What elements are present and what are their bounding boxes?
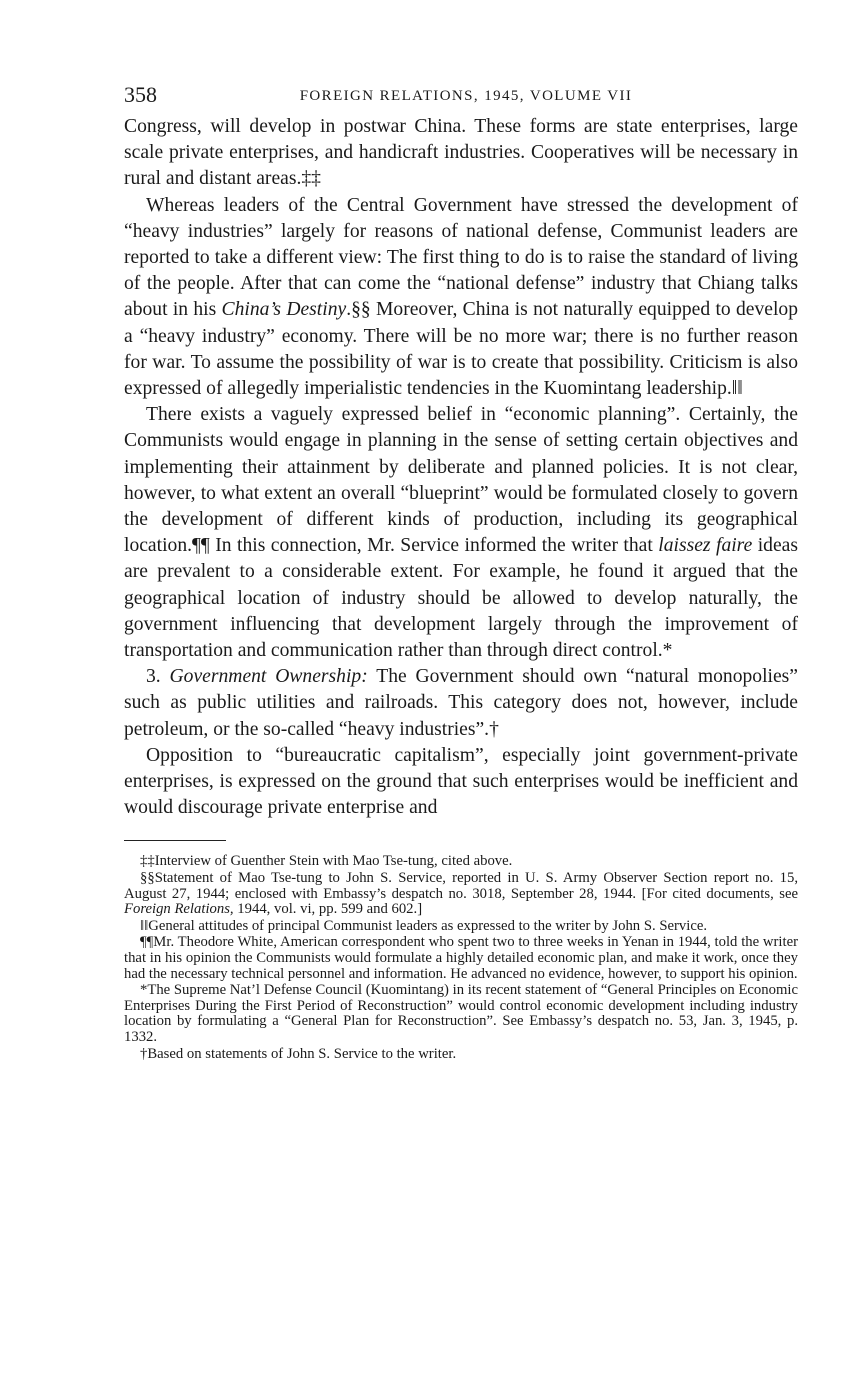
paragraph-2-text-b: .§§ Moreover, China is not naturally equipped to develop a “heavy industry” economy. There will be no more war; there is no further reason for war. To assume the possibility of war is to create that possibility. Criticism is also expressed of allegedly imperialistic tendencies in the Kuomintang leadership.‖‖ <box>124 299 798 400</box>
page-number: 358 <box>124 82 157 107</box>
footnotes <box>124 854 798 1062</box>
paragraph-4-number: 3. <box>146 666 170 688</box>
footnote-section-sign-text-a: §§Statement of Mao Tse-tung to John S. Service, reported in U. S. Army Observer Section report no. 15, August 27, 1944; enclosed with Embassy’s despatch no. 3018, September 28, 1944. [For cited documents, see <box>124 870 798 902</box>
footnote-dagger: †Based on statements of John S. Service to the writer. <box>140 1045 457 1062</box>
running-head: FOREIGN RELATIONS, 1945, VOLUME VII <box>299 88 633 104</box>
paragraph-3 <box>124 402 798 664</box>
paragraph-4-text: The Government should own “natural monopolies” such as public utilities and railroads. This category does not, however, include petroleum, or the so-called “heavy industries”.† <box>124 666 799 740</box>
footnote-pilcrow: ¶¶Mr. Theodore White, American correspondent who spent two to three weeks in Yenan in 1944, told the writer that in his opinion the Communists would formulate a highly detailed economic plan, and make it work, once they had the necessary technical personnel and information. He advanced no evidence, however, to support his opinion. <box>124 934 798 982</box>
citation-foreign-relations: Foreign Relations, <box>124 901 234 918</box>
document-page <box>124 80 798 1063</box>
footnote-parallel: ‖‖General attitudes of principal Communist leaders as expressed to the writer by John S. Service. <box>140 917 708 934</box>
footnote-double-dagger: ‡‡Interview of Guenther Stein with Mao Tse-tung, cited above. <box>140 853 513 870</box>
paragraph-3-text-b: ideas are prevalent to a considerable extent. For example, he found it argued that the geographical location of industry should be allowed to develop naturally, the government influencing that development largely through the improvement of transportation and communication rather than through direct control.* <box>124 535 798 662</box>
paragraph-2 <box>124 193 798 403</box>
paragraph-2-text-a: Whereas leaders of the Central Government have stressed the development of “heavy industries” largely for reasons of national defense, Communist leaders are reported to take a different view: The first thing to do is to raise the standard of living of the people. After that can come the “national defense” industry that Chiang talks about in his <box>124 194 798 321</box>
footnote-asterisk: *The Supreme Nat’l Defense Council (Kuomintang) in its recent statement of “General Principles on Economic Enterprises During the First Period of Reconstruction” would control economic development including industry location by formulating a “General Plan for Reconstruction”. See Embassy’s despatch no. 53, Jan. 3, 1945, p. 1332. <box>124 982 798 1046</box>
paragraph-5: Opposition to “bureaucratic capitalism”, especially joint government-private enterprises, is expressed on the ground that such enterprises would be inefficient and would discourage private enterprise and <box>124 744 798 819</box>
paragraph-1: Congress, will develop in postwar China. These forms are state enterprises, large scale private enterprises, and handicraft industries. Cooperatives will be necessary in rural and distant areas.‡‡ <box>124 116 798 190</box>
footnote-section-sign-text-b: 1944, vol. vi, pp. 599 and 602.] <box>233 901 423 918</box>
book-title-chinas-destiny: China’s Destiny <box>221 299 347 321</box>
page-header <box>124 80 798 114</box>
body-text <box>124 114 798 821</box>
paragraph-4 <box>124 664 798 743</box>
footnote-divider <box>124 840 226 841</box>
footnote-section-sign <box>124 871 798 918</box>
term-laissez-faire: laissez faire <box>658 535 753 557</box>
paragraph-3-text-a: There exists a vaguely expressed belief in “economic planning”. Certainly, the Communists would engage in planning in the sense of setting certain objectives and implementing their attainment by deliberate and planned policies. It is not clear, however, to what extent an overall “blueprint” would be formulated closely to govern the development of different kinds of production, including its geographical location.¶¶ In this connection, Mr. Service informed the writer that <box>124 404 798 557</box>
section-heading-government-ownership: Government Ownership: <box>169 666 368 688</box>
